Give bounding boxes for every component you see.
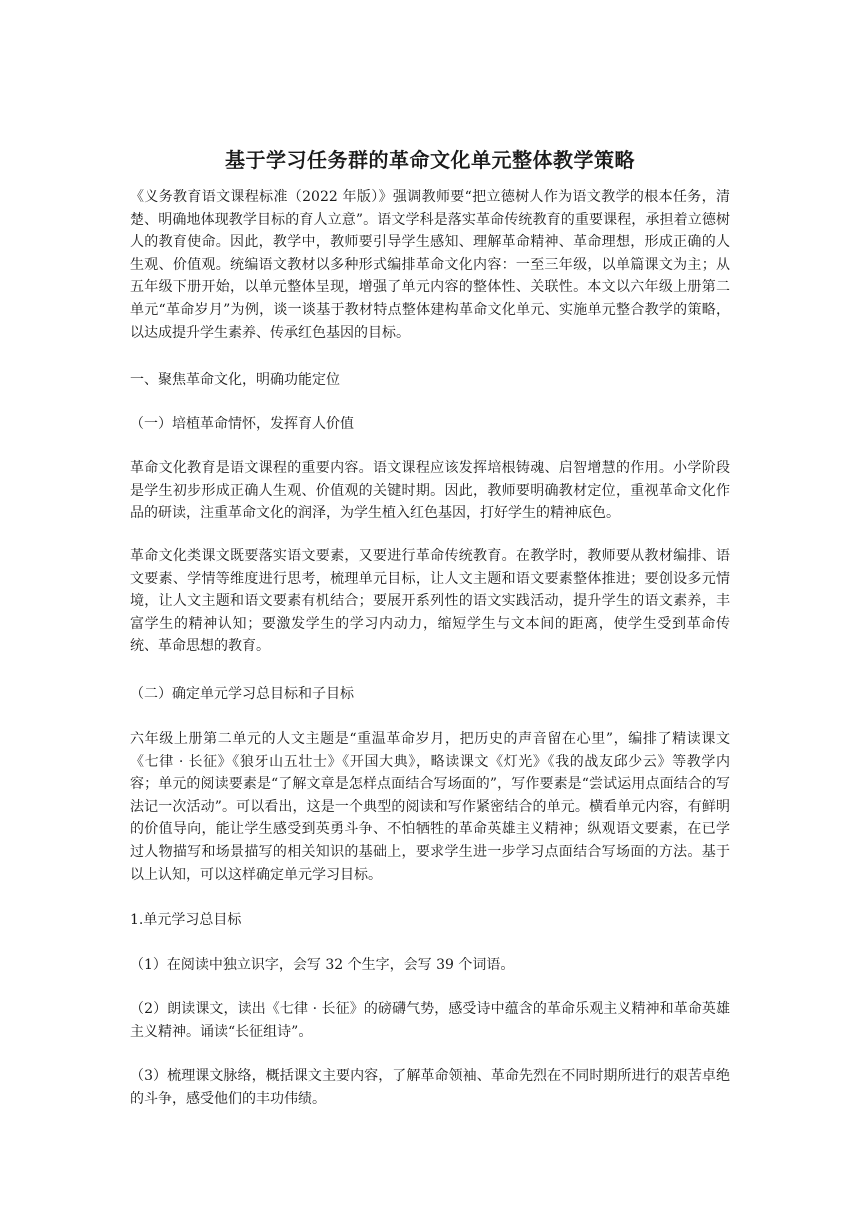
goal-item: （1）在阅读中独立识字，会写 32 个生字，会写 39 个词语。 bbox=[130, 957, 515, 973]
goal-item: （2）朗读课文，读出《七律 · 长征》的磅礴气势，感受诗中蕴含的革命乐观主义精神和革命英雄主义精神。诵读“长征组诗”。 bbox=[130, 1001, 730, 1040]
section-heading: 一、聚焦革命文化，明确功能定位 bbox=[130, 372, 340, 388]
goal-item: （3）梳理课文脉络，概括课文主要内容，了解革命领袖、革命先烈在不同时期所进行的艰苦卓绝的斗争，感受他们的丰功伟绩。 bbox=[130, 1068, 730, 1107]
subsection-heading: （二）确定单元学习总目标和子目标 bbox=[130, 686, 354, 702]
subsection-heading: （一）培植革命情怀，发挥育人价值 bbox=[130, 416, 354, 432]
body-paragraph: 革命文化教育是语文课程的重要内容。语文课程应该发挥培根铸魂、启智增慧的作用。小学阶段是学生初步形成正确人生观、价值观的关键时期。因此，教师要明确教材定位，重视革命文化作品的研读，注重革命文化的润泽，为学生植入红色基因，打好学生的精神底色。 bbox=[130, 460, 730, 522]
intro-paragraph: 《义务教育语文课程标准（2022 年版）》强调教师要“把立德树人作为语文教学的根本任务，清楚、明确地体现教学目标的育人立意”。语文学科是落实革命传统教育的重要课程，承担着立德树人的教育使命。因此，教学中，教师要引导学生感知、理解革命精神、革命理想，形成正确的人生观、价值观。统编语文教材以多种形式编排革命文化内容：一至三年级，以单篇课文为主；从五年级下册开始，以单元整体呈现，增强了单元内容的整体性、关联性。本文以六年级上册第二单元“革命岁月”为例，谈一谈基于教材特点整体建构革命文化单元、实施单元整合教学的策略，以达成提升学生素养、传承红色基因的目标。 bbox=[130, 189, 730, 341]
goals-heading: 1.单元学习总目标 bbox=[130, 912, 242, 928]
body-paragraph: 革命文化类课文既要落实语文要素，又要进行革命传统教育。在教学时，教师要从教材编排、语文要素、学情等维度进行思考，梳理单元目标，让人文主题和语文要素整体推进；要创设多元情境，让人文主题和语文要素有机结合；要展开系列性的语文实践活动，提升学生的语文素养，丰富学生的精神认知；要激发学生的学习内动力，缩短学生与文本间的距离，使学生受到革命传统、革命思想的教育。 bbox=[130, 548, 730, 655]
document-title: 基于学习任务群的革命文化单元整体教学策略 bbox=[225, 148, 635, 173]
body-paragraph: 六年级上册第二单元的人文主题是“重温革命岁月，把历史的声音留在心里”，编排了精读课文《七律 · 长征》《狼牙山五壮士》《开国大典》，略读课文《灯光》《我的战友邱少云》等教学内容；单元的阅读要素是“了解文章是怎样点面结合写场面的”，写作要素是“尝试运用点面结合的写法记一次活动”。可以看出，这是一个典型的阅读和写作紧密结合的单元。横看单元内容，有鲜明的价值导向，能让学生感受到英勇斗争、不怕牺牲的革命英雄主义精神；纵观语文要素，在已学过人物描写和场景描写的相关知识的基础上，要求学生进一步学习点面结合写场面的方法。基于以上认知，可以这样确定单元学习目标。 bbox=[130, 731, 730, 883]
